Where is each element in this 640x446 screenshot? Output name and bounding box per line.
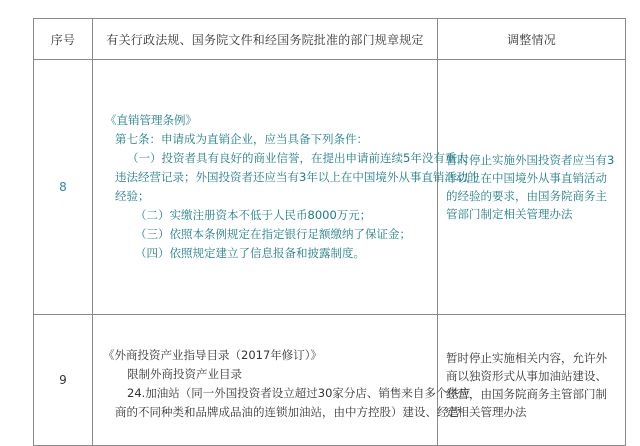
table-row [34, 60, 626, 315]
regulation-clause: （一）投资者具有良好的商业信誉，在提出申请前连续5年没有重大 [127, 151, 468, 165]
table-header-row [34, 19, 626, 60]
regulation-clause-continued: 经验； [115, 189, 150, 203]
row-number: 9 [34, 315, 93, 446]
adjustment-cell [438, 315, 626, 446]
regulation-clause: （三）依照本条例规定在指定银行足额缴纳了保证金； [135, 227, 411, 241]
header-adjustment: 调整情况 [438, 19, 626, 60]
regulation-title: 《直销管理条例》 [105, 113, 197, 127]
regulation-item: 24.加油站（同一外国投资者设立超过30家分店、销售来自多个供应 [127, 386, 471, 400]
regulation-adjustment-table [33, 18, 626, 446]
regulation-item-continued: 商的不同种类和品牌成品油的连锁加油站，由中方控股）建设、经营 [115, 405, 460, 419]
regulation-cell [93, 60, 479, 315]
regulation-section: 限制外商投资产业目录 [127, 367, 242, 381]
row-number: 8 [34, 60, 93, 315]
regulation-clause-continued: 违法经营记录；外国投资者还应当有3年以上在中国境外从事直销活动的 [115, 170, 479, 184]
adjustment-text: 暂时停止实施外国投资者应当有3年以上在中国境外从事直销活动的经验的要求，由国务院商务主管部门制定相关管理办法 [446, 153, 615, 221]
regulation-article: 第七条：申请成为直销企业，应当具备下列条件： [115, 132, 368, 146]
regulation-clause: （四）依照规定建立了信息报备和披露制度。 [135, 246, 365, 260]
regulation-clause: （二）实缴注册资本不低于人民币8000万元； [135, 208, 372, 222]
adjustment-cell [438, 60, 626, 315]
header-serial-number: 序号 [34, 19, 93, 60]
table-row [34, 315, 626, 446]
adjustment-text: 暂时停止实施相关内容，允许外商以独资形式从事加油站建设、经营，由国务院商务主管部门制定相关管理办法 [446, 351, 607, 419]
regulation-cell [93, 315, 471, 446]
regulation-title: 《外商投资产业指导目录（2017年修订）》 [103, 348, 323, 362]
header-regulation: 有关行政法规、国务院文件和经国务院批准的部门规章规定 [93, 19, 438, 60]
